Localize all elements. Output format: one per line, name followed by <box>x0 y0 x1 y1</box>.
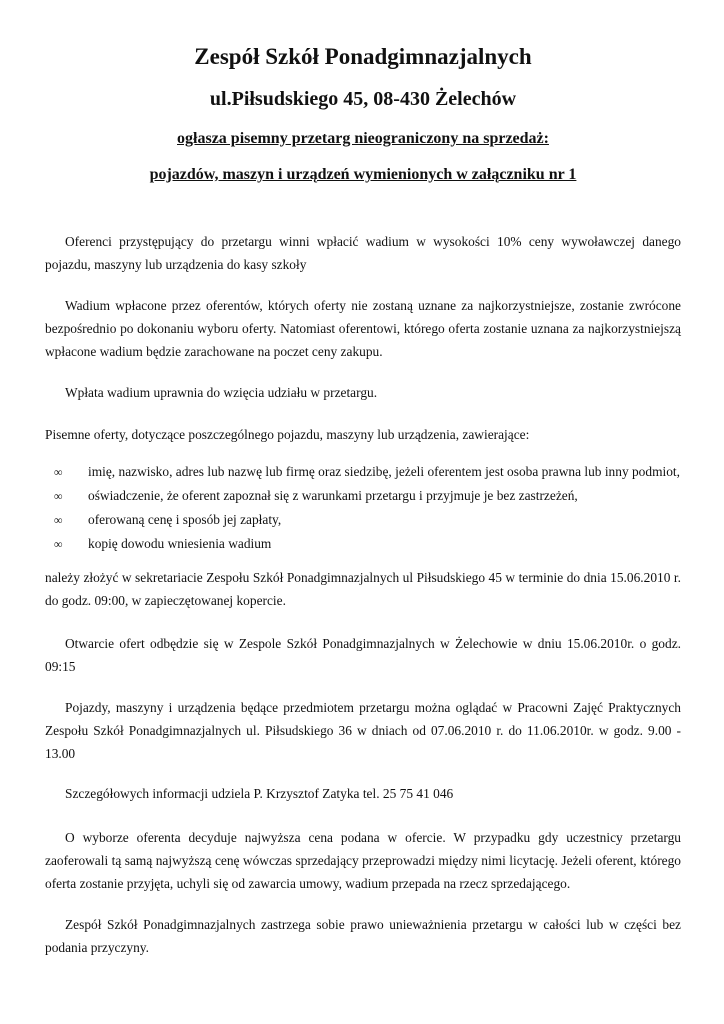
announcement-subheading: pojazdów, maszyn i urządzeń wymienionych w załączniku nr 1 <box>149 166 577 183</box>
paragraph-deposit-return: Wadium wpłacone przez oferentów, których oferty nie zostaną uznane za najkorzystniejsze, zostanie zwrócone bezpośrednio po dokonaniu wyboru oferty. Natomiast oferentowi, którego oferta zostanie uznana za najkorzystniejszą wpłacone wadium będzie zarachowane na poczet ceny zakupu. <box>45 298 681 359</box>
paragraph-inspection-times: Pojazdy, maszyny i urządzenia będące przedmiotem przetargu można oglądać w Pracowni Zajęć Praktycznych Zespołu Szkół Ponadgimnazjalnych ul. Piłsudskiego 36 w dniach od 07.06.2010 r. do 11.06.2010r. w godz. 9.00 - 13.00 <box>45 700 681 761</box>
infinity-bullet-icon: ∞ <box>54 513 63 527</box>
list-item-text: oświadczenie, że oferent zapoznał się z warunkami przetargu i przyjmuje je bez zastrzeżeń, <box>88 488 578 503</box>
list-item <box>45 532 681 556</box>
infinity-bullet-icon: ∞ <box>54 537 63 551</box>
infinity-bullet-icon: ∞ <box>54 489 63 503</box>
paragraph-contact-info: Szczegółowych informacji udziela P. Krzysztof Zatyka tel. 25 75 41 046 <box>65 786 454 801</box>
list-item-text: oferowaną cenę i sposób jej zapłaty, <box>88 512 282 527</box>
school-address: ul.Piłsudskiego 45, 08-430 Żelechów <box>209 88 517 110</box>
paragraph-offer-contents-intro: Pisemne oferty, dotyczące poszczególnego pojazdu, maszyny lub urządzenia, zawierające: <box>45 427 530 442</box>
paragraph-selection-criteria: O wyborze oferenta decyduje najwyższa cena podana w ofercie. W przypadku gdy uczestnicy przetargu zaoferowali tą samą najwyższą cenę wówczas sprzedający przeprowadzi między nimi licytację. Jeżeli oferent, którego oferta zostanie przyjęta, uchyli się od zawarcia umowy, wadium przepada na rzecz sprzedającego. <box>45 830 681 891</box>
document-title: Zespół Szkół Ponadgimnazjalnych <box>194 44 532 69</box>
announcement-heading: ogłasza pisemny przetarg nieograniczony na sprzedaż: <box>177 130 549 147</box>
list-item <box>45 460 681 484</box>
paragraph-deposit-entitlement: Wpłata wadium uprawnia do wzięcia udziału w przetargu. <box>65 385 378 400</box>
list-item <box>45 508 681 532</box>
list-item <box>45 484 681 508</box>
paragraph-deposit-requirement: Oferenci przystępujący do przetargu winni wpłacić wadium w wysokości 10% ceny wywoławczej danego pojazdu, maszyny lub urządzenia do kasy szkoły <box>45 234 681 272</box>
paragraph-opening-of-offers: Otwarcie ofert odbędzie się w Zespole Szkół Ponadgimnazjalnych w Żelechowie w dniu 15.06.2010r. o godz. 09:15 <box>45 636 681 674</box>
list-item-text: kopię dowodu wniesienia wadium <box>88 536 272 551</box>
list-item-text: imię, nazwisko, adres lub nazwę lub firmę oraz siedzibę, jeżeli oferentem jest osoba prawna lub inny podmiot, <box>88 464 680 479</box>
offer-requirements-list <box>45 460 681 556</box>
paragraph-annulment-right: Zespół Szkół Ponadgimnazjalnych zastrzega sobie prawo unieważnienia przetargu w całości lub w części bez podania przyczyny. <box>45 917 681 955</box>
paragraph-submission-deadline: należy złożyć w sekretariacie Zespołu Szkół Ponadgimnazjalnych ul Piłsudskiego 45 w terminie do dnia 15.06.2010 r. do godz. 09:00, w zapieczętowanej kopercie. <box>45 570 681 608</box>
infinity-bullet-icon: ∞ <box>54 465 63 479</box>
